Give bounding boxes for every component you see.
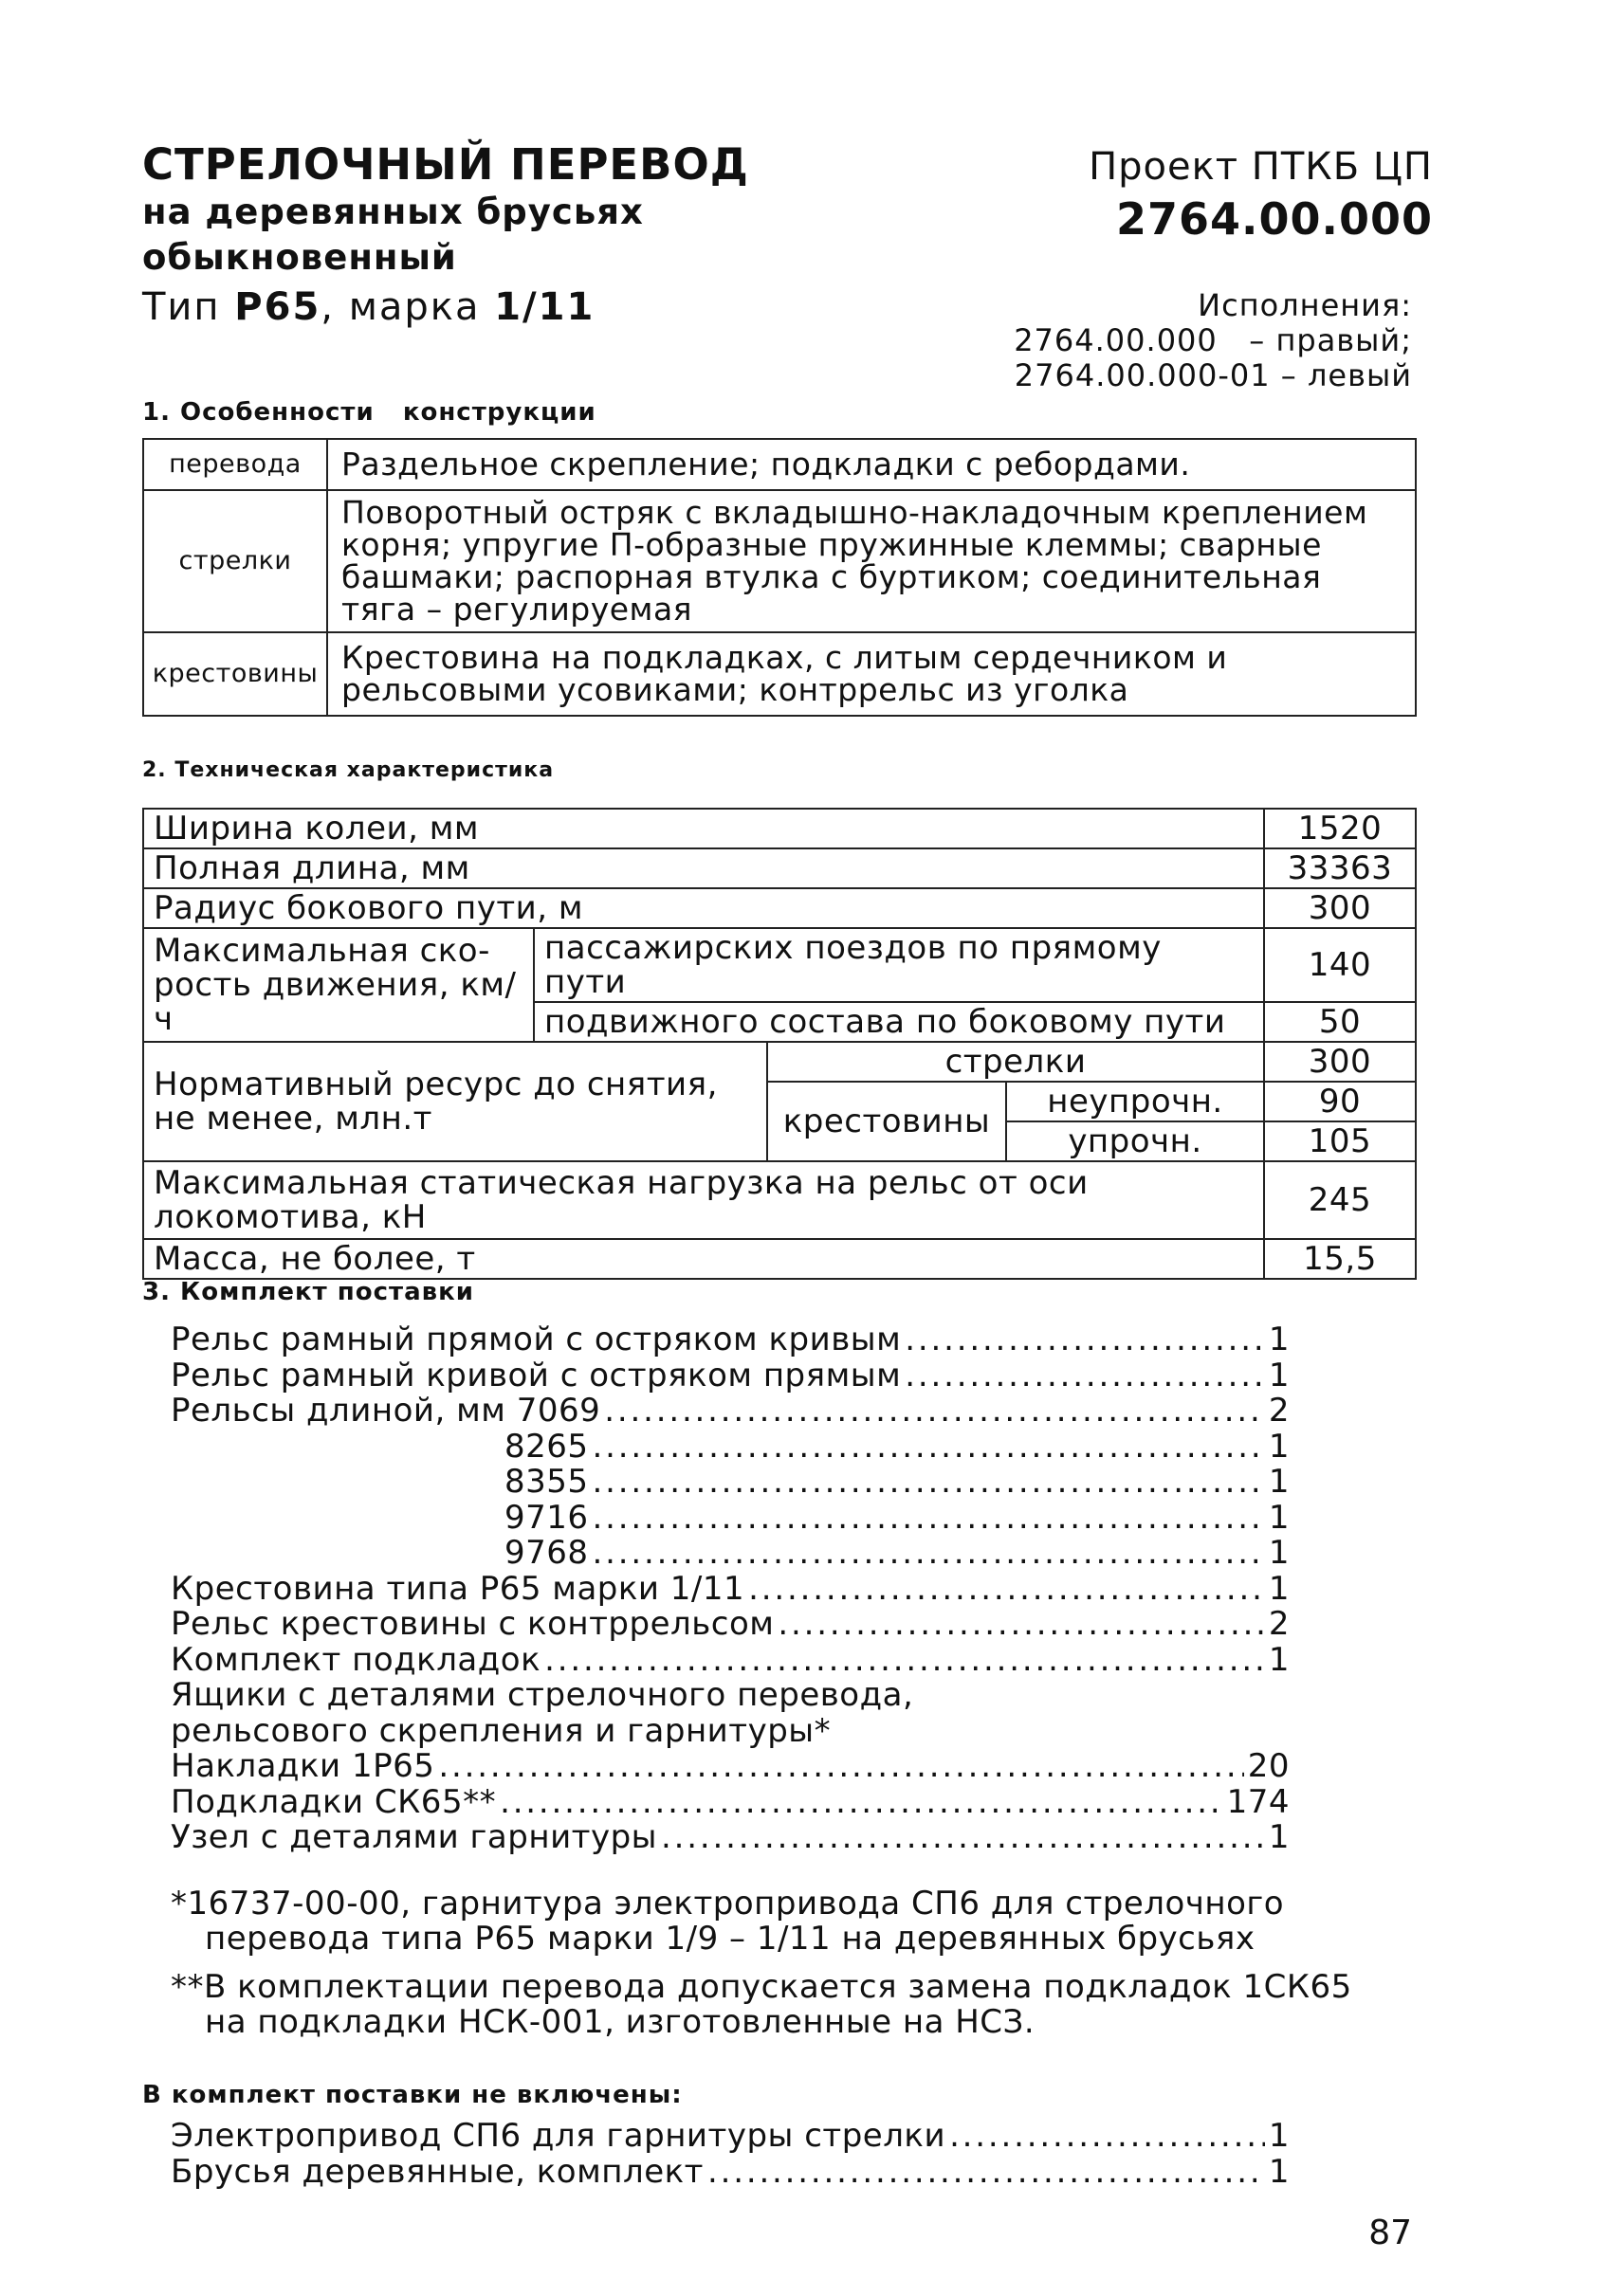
footnote-1: *16737-00-00, гарнитура электропривода СП6 для стрелочного перевода типа Р65 марки 1/9 – 1/11 на деревянных брусьях <box>171 1885 1285 1958</box>
title-line-3: обыкновенный <box>142 237 457 278</box>
leader-dots <box>593 1465 1265 1501</box>
list-item <box>171 1607 1290 1643</box>
footnotes <box>171 1886 1356 2053</box>
section-3-title: 3. Комплект поставки <box>142 1278 474 1306</box>
list-item <box>171 1782 1290 1821</box>
project-label: Проект ПТКБ ЦП <box>1089 145 1433 189</box>
spec-value: 33363 <box>1264 848 1416 888</box>
list-item <box>171 1536 1290 1572</box>
item-qty: 2 <box>1268 1392 1290 1430</box>
table-row <box>143 809 1416 848</box>
type-value: Р65 <box>234 285 321 329</box>
table-row <box>143 490 1416 632</box>
item-qty: 1 <box>1268 2117 1290 2155</box>
item-qty: 20 <box>1247 1747 1290 1785</box>
item-label: Узел с деталями гарнитуры <box>171 1818 658 1856</box>
item-qty: 1 <box>1268 1427 1290 1466</box>
leader-dots <box>593 1501 1265 1537</box>
leader-dots <box>593 1430 1265 1466</box>
item-label: Рельс рамный прямой с остряком кривым <box>171 1321 902 1358</box>
leader-dots <box>748 1572 1265 1608</box>
item-label: Крестовина типа Р65 марки 1/11 <box>171 1569 745 1608</box>
section-2-title: 2. Техническая характеристика <box>142 758 555 782</box>
item-qty: 2 <box>1268 1605 1290 1643</box>
table-row <box>143 1042 1416 1082</box>
leader-dots <box>544 1643 1265 1679</box>
section-1-title: 1. Особенности конструкции <box>142 398 596 427</box>
item-label: Комплект подкладок <box>171 1640 541 1679</box>
project-number: 2764.00.000 <box>1115 193 1433 245</box>
leader-dots <box>905 1322 1265 1358</box>
table-row <box>143 1161 1416 1239</box>
item-label: Рельс рамный кривой с остряком прямым <box>171 1356 902 1394</box>
item-label: 9716 <box>504 1498 589 1537</box>
mark-prefix: , марка <box>321 285 495 329</box>
list-item <box>171 2119 1290 2155</box>
list-item <box>171 1322 1290 1358</box>
spec-value: 300 <box>1264 888 1416 928</box>
list-item-text: рельсового скрепления и гарнитуры* <box>171 1711 832 1750</box>
item-label: Накладки 1Р65 <box>171 1747 435 1785</box>
table-row <box>143 888 1416 928</box>
spec-value: 1520 <box>1264 809 1416 848</box>
list-item <box>171 1498 1290 1537</box>
supply-list <box>171 1322 1290 1856</box>
spec-value: 140 <box>1264 928 1416 1002</box>
leader-dots <box>707 2155 1265 2191</box>
item-label: Брусья деревянные, комплект <box>171 2152 704 2191</box>
spec-sublabel: упрочн. <box>1006 1121 1264 1161</box>
spec-label: Масса, не более, т <box>143 1239 1264 1279</box>
variant-left: 2764.00.000-01 – левый <box>1014 357 1412 393</box>
footnote-2: **В комплектации перевода допускается замена подкладок 1СК65 на подкладки НСК-001, изготовленные на НСЗ. <box>171 1968 1352 2041</box>
table-row <box>143 928 1416 1002</box>
spec-value: 15,5 <box>1264 1239 1416 1279</box>
list-item <box>171 1465 1290 1501</box>
table-row <box>143 1239 1416 1279</box>
variant-right: 2764.00.000 – правый; <box>1014 322 1412 358</box>
list-item <box>171 2152 1290 2191</box>
list-item <box>171 1749 1290 1785</box>
spec-label: Максимальная ско-рость движения, км/ч <box>143 928 534 1042</box>
item-qty: 174 <box>1226 1782 1290 1821</box>
spec-value: 90 <box>1264 1082 1416 1121</box>
leader-dots <box>438 1749 1243 1785</box>
spec-sublabel: подвижного состава по боковому пути <box>534 1002 1264 1042</box>
page-number: 87 <box>1368 2214 1412 2252</box>
item-qty: 1 <box>1268 1498 1290 1537</box>
item-label: 8355 <box>504 1463 589 1501</box>
item-label: Подкладки СК65** <box>171 1782 497 1821</box>
technical-specs-table <box>142 808 1417 1280</box>
spec-label: Ширина колеи, мм <box>143 809 1264 848</box>
spec-label: Нормативный ресурс до снятия, не менее, млн.т <box>143 1042 767 1161</box>
list-item <box>171 1358 1290 1394</box>
feature-key: крестовины <box>143 632 327 716</box>
feature-key: стрелки <box>143 490 327 632</box>
project-block <box>959 142 1433 246</box>
leader-dots <box>661 1820 1265 1856</box>
item-qty: 1 <box>1268 1818 1290 1856</box>
item-qty: 1 <box>1268 1463 1290 1501</box>
item-qty: 1 <box>1268 2152 1290 2191</box>
document-title-block <box>142 140 806 334</box>
feature-text: Крестовина на подкладках, с литым сердечником и рельсовыми усовиками; контррельс из уголка <box>327 632 1416 716</box>
mark-value: 1/11 <box>494 285 596 329</box>
spec-value: 245 <box>1264 1161 1416 1239</box>
spec-sublabel: неупрочн. <box>1006 1082 1264 1121</box>
spec-value: 50 <box>1264 1002 1416 1042</box>
spec-value: 105 <box>1264 1121 1416 1161</box>
title-line-1: СТРЕЛОЧНЫЙ ПЕРЕВОД <box>142 139 749 190</box>
table-row <box>143 439 1416 490</box>
variants-title: Исполнения: <box>1198 287 1412 323</box>
list-item <box>171 1394 1290 1430</box>
list-item <box>171 1640 1290 1679</box>
variants-block <box>881 288 1412 393</box>
type-prefix: Тип <box>142 285 235 329</box>
item-label: Электропривод СП6 для гарнитуры стрелки <box>171 2117 946 2155</box>
item-label: Рельсы длиной, мм 7069 <box>171 1392 601 1430</box>
feature-key: перевода <box>143 439 327 490</box>
spec-sublabel: стрелки <box>767 1042 1264 1082</box>
list-item <box>171 1569 1290 1608</box>
item-label: 8265 <box>504 1427 589 1466</box>
excluded-list <box>171 2119 1290 2190</box>
item-qty: 1 <box>1268 1321 1290 1358</box>
type-mark-line <box>142 281 806 334</box>
excluded-title: В комплект поставки не включены: <box>142 2081 683 2109</box>
design-features-table <box>142 438 1417 717</box>
leader-dots <box>905 1358 1265 1394</box>
spec-label: Полная длина, мм <box>143 848 1264 888</box>
feature-text: Поворотный остряк с вкладышно-накладочным креплением корня; упругие П-образные пружинные клеммы; сварные башмаки; распорная втулка с буртиком; соединительная тяга – регулируемая <box>327 490 1416 632</box>
leader-dots <box>949 2119 1265 2155</box>
list-item <box>171 1820 1290 1856</box>
table-row <box>143 848 1416 888</box>
item-qty: 1 <box>1268 1569 1290 1608</box>
spec-sublabel: пассажирских поездов по прямому пути <box>534 928 1264 1002</box>
spec-sublabel: крестовины <box>767 1082 1006 1161</box>
table-row <box>143 632 1416 716</box>
title-line-2: на деревянных брусьях <box>142 191 644 232</box>
list-item-text: Ящики с деталями стрелочного перевода, <box>171 1676 914 1714</box>
feature-text: Раздельное скрепление; подкладки с ребордами. <box>327 439 1416 490</box>
spec-value: 300 <box>1264 1042 1416 1082</box>
item-label: 9768 <box>504 1534 589 1572</box>
item-qty: 1 <box>1268 1356 1290 1394</box>
spec-label: Максимальная статическая нагрузка на рельс от оси локомотива, кН <box>143 1161 1264 1239</box>
item-qty: 1 <box>1268 1534 1290 1572</box>
spec-label: Радиус бокового пути, м <box>143 888 1264 928</box>
list-item <box>171 1427 1290 1466</box>
leader-dots <box>500 1785 1223 1821</box>
item-qty: 1 <box>1268 1640 1290 1679</box>
leader-dots <box>604 1394 1265 1430</box>
item-label: Рельс крестовины с контррельсом <box>171 1605 775 1643</box>
leader-dots <box>778 1607 1264 1643</box>
leader-dots <box>593 1536 1265 1572</box>
